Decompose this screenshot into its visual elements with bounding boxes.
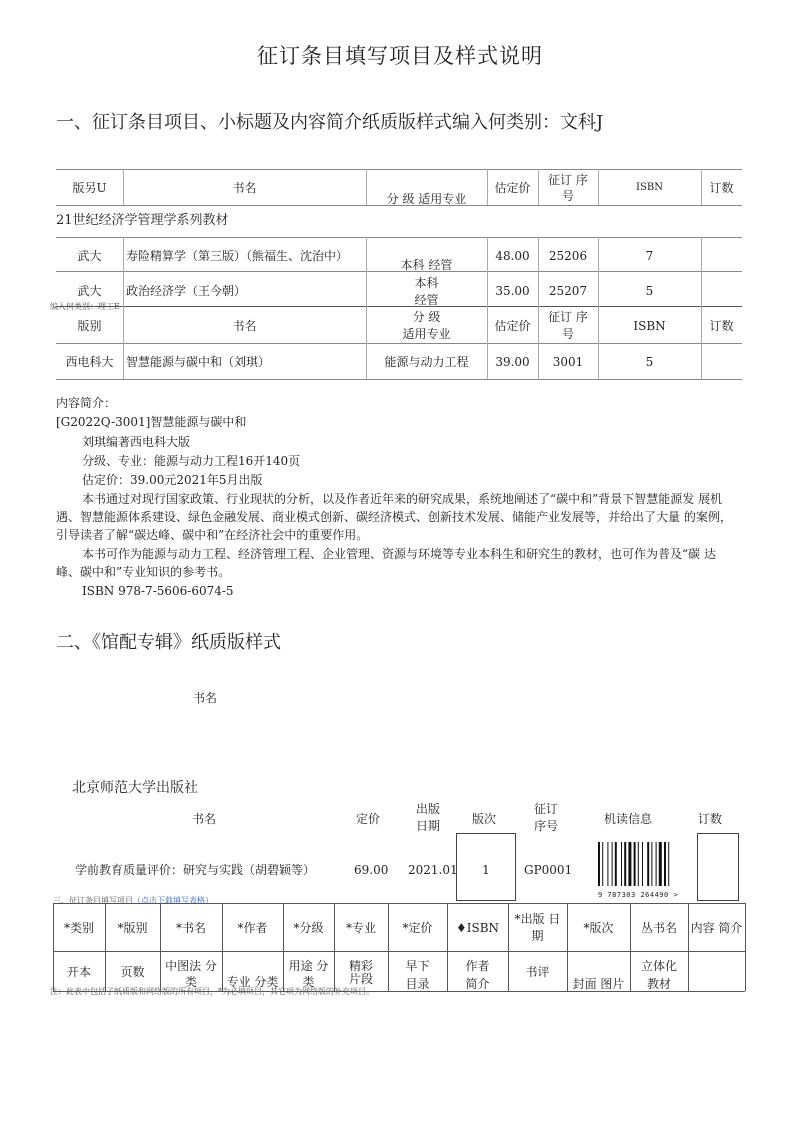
s2-row-edition: 1	[482, 863, 490, 877]
t2-row-seq: 3001	[552, 355, 584, 369]
s2-header-title: 书名	[192, 812, 217, 826]
s3-r1-major: *专业	[345, 921, 376, 935]
s2-header-price: 定价	[356, 812, 381, 826]
s3-r2-format: 开本	[66, 965, 91, 979]
s2-header-date-2: 日期	[415, 819, 440, 833]
intro-author-line: 刘琪编著西电科大版	[82, 435, 191, 449]
s2-header-order: 订数	[698, 812, 723, 826]
t2-row-isbn: 5	[645, 355, 654, 369]
t1-row2-major-1: 本科	[414, 276, 439, 290]
t1-row2-title: 政治经济学（王今朝）	[126, 284, 247, 298]
t2-header-major: 适用专业	[402, 327, 451, 341]
t1-header-order: 订数	[709, 181, 734, 195]
s3-r2-usage-2: 类	[302, 975, 315, 989]
s3-r1-pubdate-2: 期	[531, 929, 544, 943]
s2-header-machine: 机读信息	[604, 812, 653, 826]
t2-header-price: 估定价	[494, 319, 531, 333]
s3-r2-3d-2: 教材	[646, 977, 671, 991]
t2-header-order: 订数	[709, 319, 734, 333]
intro-para1-b: 遇、智慧能源体系建设、绿色金融发展、商业模式创新、碳经济模式、创新技术发展、储能产业发展等，并给出了大量 的案例，	[56, 510, 732, 524]
s2-order-box	[697, 833, 739, 901]
s3-r1-pubdate: *出版 日	[514, 912, 561, 926]
s3-r2-toc: 早下	[405, 959, 430, 973]
t1-header-isbn: ISBN	[636, 182, 663, 193]
s2-row-date: 2021.01	[408, 863, 458, 877]
t1-header-price: 估定价	[494, 181, 531, 195]
t1-row2-press: 武大	[77, 284, 102, 298]
s3-r2-toc-2: 目录	[405, 977, 430, 991]
s2-row-title: 学前教育质量评价：研究与实践（胡碧颖等）	[75, 863, 316, 877]
s3-caption	[53, 893, 213, 909]
s3-r2-3d: 立体化	[640, 959, 677, 973]
s2-row-seq: GP0001	[524, 863, 573, 877]
s3-r1-price: *定价	[402, 921, 433, 935]
t2-row-price: 39.00	[495, 355, 530, 369]
s2-header-seq-2: 序号	[533, 819, 558, 833]
s2-header-edition: 版次	[472, 812, 497, 826]
t1-row1-seq: 25206	[548, 249, 588, 263]
section2-heading: 二、《馆配专辑》纸质版样式	[56, 632, 281, 653]
t2-row-major: 能源与动力工程	[384, 355, 469, 369]
s3-r1-series: 丛书名	[640, 921, 677, 935]
s3-r1-press: *版别	[117, 921, 148, 935]
s3-r2-excerpt-2: 片段	[348, 972, 373, 986]
s3-r2-author-intro: 作者	[465, 959, 490, 973]
download-form-link[interactable]: （点击下载填写表格）	[133, 896, 213, 905]
s3-r1-edition: *版次	[583, 921, 614, 935]
t1-row2-seq: 25207	[548, 284, 588, 298]
intro-isbn-line: ISBN 978-7-5606-6074-5	[82, 584, 234, 598]
t2-header-title: 书名	[232, 319, 257, 333]
s2-edition-box	[456, 833, 516, 901]
overlap-note: 编入何类别：理工E	[50, 302, 120, 311]
document-title: 征订条目填写项目及样式说明	[257, 44, 543, 68]
s3-r2-excerpt: 精彩	[348, 959, 373, 973]
s3-r1-intro: 内容 简介	[690, 921, 743, 935]
s2-header-date-1: 出版	[415, 802, 440, 816]
t2-row-title: 智慧能源与碳中和（刘琪）	[126, 355, 271, 369]
intro-price-line: 估定价：39.00元2021年5月出版	[82, 473, 263, 487]
t1-row2-price: 35.00	[495, 284, 530, 298]
s3-r1-isbn: ♦ISBN	[455, 921, 500, 935]
t2-row-press: 西电科大	[65, 355, 114, 369]
s3-footnote: 注：此表中包括了纸质版和网络版的所有项目，*为必填项目，其它项为网络版的补充项目。	[50, 987, 374, 996]
s2-header-seq-1: 征订	[533, 802, 558, 816]
t1-row1-isbn: 7	[645, 249, 654, 263]
intro-code-line: [G2022Q-3001]智慧能源与碳中和	[56, 415, 247, 429]
s2-publisher: 北京师范大学出版社	[72, 780, 198, 796]
s3-r1-category: *类别	[63, 921, 94, 935]
t1-row2-major-2: 经管	[414, 293, 439, 307]
s3-r2-usage: 用途 分	[288, 959, 329, 973]
s3-r2-clc-2: 类	[184, 975, 197, 989]
intro-label: 内容简介：	[56, 396, 117, 410]
s3-r2-cover: 封面 图片	[572, 977, 625, 991]
intro-para1-a: 本书通过对现行国家政策、行业现状的分析，以及作者近年来的研究成果，系统地阐述了“碳中和”背景下智慧能源发 展机	[82, 492, 723, 506]
t1-row2-isbn: 5	[645, 284, 654, 298]
t2-header-press: 版别	[77, 319, 102, 333]
t1-header-seq-2: 号	[561, 189, 574, 203]
section1-heading: 一、征订条目项目、小标题及内容简介纸质版样式编入何类别：文科J	[56, 112, 604, 133]
intro-level-line: 分级、专业：能源与动力工程16开140页	[82, 454, 301, 468]
intro-para2-b: 峰、碳中和”专业知识的参考书。	[56, 565, 231, 579]
t1-row1-press: 武大	[77, 249, 102, 263]
intro-para2-a: 本书可作为能源与动力工程、经济管理工程、企业管理、资源与环境等专业本科生和研究生的教材，也可作为普及“碳 达	[82, 547, 716, 561]
s2-row-price: 69.00	[354, 863, 389, 877]
intro-para1-c: 引导读者了解“碳达峰、碳中和”在经济社会中的重要作用。	[56, 528, 369, 542]
s3-r1-level: *分级	[293, 921, 324, 935]
s3-r1-author: *作者	[237, 921, 268, 935]
t1-row1-price: 48.00	[495, 249, 530, 263]
s3-r2-pages: 页数	[120, 965, 145, 979]
t2-header-isbn: ISBN	[633, 319, 666, 333]
s3-r1-title: *书名	[175, 921, 206, 935]
barcode-number: 9 787303 264490 >	[598, 891, 679, 899]
t2-header-level: 分 级	[412, 310, 441, 324]
t2-header-seq: 征订 序	[548, 310, 588, 324]
s3-r2-author-intro-2: 简介	[465, 977, 490, 991]
s3-caption-main: 三、征订条目填写项目	[53, 896, 133, 905]
t1-header-title: 书名	[232, 181, 257, 195]
s2-book-name-label: 书名	[193, 691, 218, 705]
s3-r2-major-class: 专业 分类	[226, 975, 279, 989]
t1-row1-major: 本科 经管	[400, 258, 453, 272]
s3-r2-clc: 中图法 分	[165, 959, 217, 973]
t1-header-major: 分 级 适用专业	[386, 192, 467, 206]
t1-header-press: 版另U	[72, 181, 107, 195]
t1-row1-title: 寿险精算学（第三版）（熊福生、沈治中）	[126, 249, 349, 263]
s3-r2-review: 书评	[525, 965, 550, 979]
t1-series-title: 21世纪经济学管理学系列教材	[56, 213, 229, 228]
t1-header-seq: 征订 序	[548, 173, 588, 187]
t2-header-seq-2: 号	[561, 327, 574, 341]
